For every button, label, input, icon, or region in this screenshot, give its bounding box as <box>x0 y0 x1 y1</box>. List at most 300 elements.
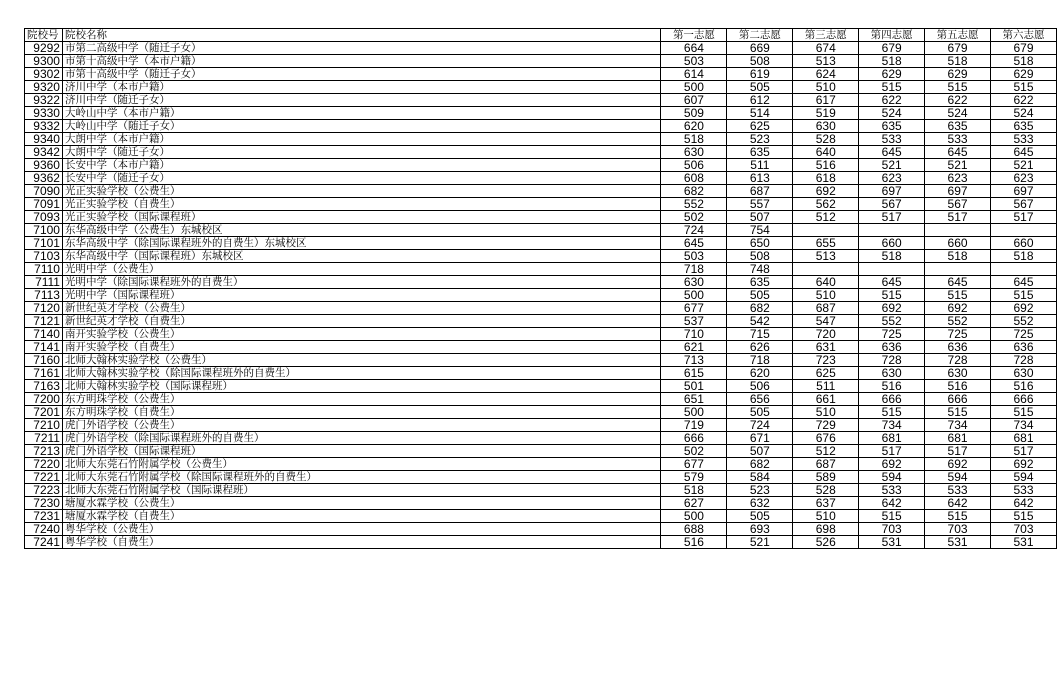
score-cell-choice-6: 567 <box>991 198 1057 211</box>
score-cell-choice-4: 515 <box>859 289 925 302</box>
score-cell-choice-6: 734 <box>991 419 1057 432</box>
score-cell-choice-4: 524 <box>859 107 925 120</box>
score-cell-choice-4: 515 <box>859 81 925 94</box>
score-cell-choice-6: 515 <box>991 510 1057 523</box>
school-name-cell: 大朗中学（本市户籍） <box>62 133 661 146</box>
score-cell-choice-6: 515 <box>991 81 1057 94</box>
school-name-cell: 南开实验学校（公费生） <box>62 328 661 341</box>
table-row <box>25 445 1057 458</box>
school-code-cell: 7210 <box>25 419 63 432</box>
score-cell-choice-3: 676 <box>793 432 859 445</box>
score-cell-choice-3: 637 <box>793 497 859 510</box>
score-cell-choice-1: 666 <box>661 432 727 445</box>
school-name-cell: 东华高级中学（国际课程班）东城校区 <box>62 250 661 263</box>
school-code-cell: 7201 <box>25 406 63 419</box>
score-cell-choice-5: 645 <box>925 276 991 289</box>
score-cell-choice-1: 627 <box>661 497 727 510</box>
score-cell-choice-2: 584 <box>727 471 793 484</box>
score-cell-choice-6: 636 <box>991 341 1057 354</box>
score-cell-choice-3: 692 <box>793 185 859 198</box>
score-cell-choice-4: 622 <box>859 94 925 107</box>
score-cell-choice-6: 681 <box>991 432 1057 445</box>
table-row <box>25 523 1057 536</box>
score-cell-choice-3: 513 <box>793 55 859 68</box>
table-row <box>25 406 1057 419</box>
score-cell-choice-4 <box>859 263 925 276</box>
table-row <box>25 419 1057 432</box>
score-cell-choice-4: 594 <box>859 471 925 484</box>
table-row <box>25 484 1057 497</box>
score-cell-choice-1: 503 <box>661 55 727 68</box>
score-cell-choice-5: 666 <box>925 393 991 406</box>
school-name-cell: 济川中学（随迁子女） <box>62 94 661 107</box>
score-cell-choice-2: 715 <box>727 328 793 341</box>
score-cell-choice-4: 567 <box>859 198 925 211</box>
school-code-cell: 7111 <box>25 276 63 289</box>
score-cell-choice-5: 552 <box>925 315 991 328</box>
school-code-cell: 7141 <box>25 341 63 354</box>
score-cell-choice-4: 533 <box>859 484 925 497</box>
score-cell-choice-2: 625 <box>727 120 793 133</box>
score-cell-choice-4: 521 <box>859 159 925 172</box>
score-cell-choice-3: 562 <box>793 198 859 211</box>
score-cell-choice-1: 503 <box>661 250 727 263</box>
school-code-cell: 7223 <box>25 484 63 497</box>
table-row <box>25 237 1057 250</box>
table-row <box>25 367 1057 380</box>
score-cell-choice-4: 635 <box>859 120 925 133</box>
school-code-cell: 7093 <box>25 211 63 224</box>
score-cell-choice-4: 660 <box>859 237 925 250</box>
table-row <box>25 276 1057 289</box>
score-cell-choice-2: 523 <box>727 484 793 497</box>
score-cell-choice-5 <box>925 224 991 237</box>
score-cell-choice-1: 682 <box>661 185 727 198</box>
school-code-cell: 7113 <box>25 289 63 302</box>
school-name-cell: 光正实验学校（自费生） <box>62 198 661 211</box>
school-name-cell: 光明中学（除国际课程班外的自费生） <box>62 276 661 289</box>
score-cell-choice-2: 620 <box>727 367 793 380</box>
score-cell-choice-5: 518 <box>925 55 991 68</box>
score-cell-choice-5: 692 <box>925 458 991 471</box>
school-name-cell: 市第十高级中学（随迁子女） <box>62 68 661 81</box>
score-cell-choice-2: 635 <box>727 146 793 159</box>
table-row <box>25 94 1057 107</box>
score-cell-choice-5: 518 <box>925 250 991 263</box>
score-cell-choice-5: 629 <box>925 68 991 81</box>
score-cell-choice-2: 632 <box>727 497 793 510</box>
school-code-cell: 7220 <box>25 458 63 471</box>
score-cell-choice-2: 613 <box>727 172 793 185</box>
score-cell-choice-1: 677 <box>661 458 727 471</box>
score-cell-choice-3: 723 <box>793 354 859 367</box>
score-cell-choice-1: 615 <box>661 367 727 380</box>
score-cell-choice-4: 681 <box>859 432 925 445</box>
score-cell-choice-1: 506 <box>661 159 727 172</box>
score-cell-choice-6: 594 <box>991 471 1057 484</box>
score-cell-choice-1: 710 <box>661 328 727 341</box>
score-cell-choice-5: 533 <box>925 484 991 497</box>
score-cell-choice-5: 521 <box>925 159 991 172</box>
score-cell-choice-5: 642 <box>925 497 991 510</box>
header-row <box>25 29 1057 42</box>
table-row <box>25 354 1057 367</box>
score-cell-choice-5 <box>925 263 991 276</box>
score-cell-choice-1: 500 <box>661 406 727 419</box>
score-cell-choice-4: 642 <box>859 497 925 510</box>
score-cell-choice-2: 506 <box>727 380 793 393</box>
school-name-cell: 市第十高级中学（本市户籍） <box>62 55 661 68</box>
score-cell-choice-1: 607 <box>661 94 727 107</box>
score-cell-choice-4: 703 <box>859 523 925 536</box>
score-cell-choice-5: 660 <box>925 237 991 250</box>
score-cell-choice-1: 630 <box>661 276 727 289</box>
score-cell-choice-2: 635 <box>727 276 793 289</box>
table-row <box>25 224 1057 237</box>
score-cell-choice-2: 650 <box>727 237 793 250</box>
school-name-cell: 济川中学（本市户籍） <box>62 81 661 94</box>
score-cell-choice-3: 625 <box>793 367 859 380</box>
score-cell-choice-4: 515 <box>859 406 925 419</box>
school-name-cell: 北师大东莞石竹附属学校（国际课程班） <box>62 484 661 497</box>
school-code-cell: 9340 <box>25 133 63 146</box>
score-cell-choice-3: 519 <box>793 107 859 120</box>
score-cell-choice-5: 531 <box>925 536 991 549</box>
score-cell-choice-3: 687 <box>793 458 859 471</box>
header-school-code: 院校号 <box>25 29 63 42</box>
score-cell-choice-5: 697 <box>925 185 991 198</box>
score-cell-choice-2: 724 <box>727 419 793 432</box>
score-cell-choice-5: 636 <box>925 341 991 354</box>
score-cell-choice-5: 524 <box>925 107 991 120</box>
score-cell-choice-5: 567 <box>925 198 991 211</box>
school-code-cell: 7160 <box>25 354 63 367</box>
score-cell-choice-6: 635 <box>991 120 1057 133</box>
score-cell-choice-1: 500 <box>661 510 727 523</box>
score-cell-choice-2: 669 <box>727 42 793 55</box>
score-cell-choice-5: 635 <box>925 120 991 133</box>
score-cell-choice-5: 515 <box>925 406 991 419</box>
score-cell-choice-6: 518 <box>991 55 1057 68</box>
school-name-cell: 光明中学（公费生） <box>62 263 661 276</box>
score-cell-choice-6: 531 <box>991 536 1057 549</box>
score-cell-choice-4: 629 <box>859 68 925 81</box>
score-cell-choice-6: 517 <box>991 211 1057 224</box>
table-row <box>25 107 1057 120</box>
score-cell-choice-2: 754 <box>727 224 793 237</box>
score-cell-choice-1: 608 <box>661 172 727 185</box>
table-row <box>25 289 1057 302</box>
school-name-cell: 北师大翰林实验学校（国际课程班） <box>62 380 661 393</box>
header-choice-3: 第三志愿 <box>793 29 859 42</box>
score-cell-choice-4: 728 <box>859 354 925 367</box>
table-row <box>25 185 1057 198</box>
table-row <box>25 458 1057 471</box>
score-cell-choice-1: 509 <box>661 107 727 120</box>
score-cell-choice-2: 612 <box>727 94 793 107</box>
score-cell-choice-5: 515 <box>925 510 991 523</box>
score-cell-choice-3: 624 <box>793 68 859 81</box>
table-row <box>25 55 1057 68</box>
score-cell-choice-3: 617 <box>793 94 859 107</box>
score-cell-choice-6: 623 <box>991 172 1057 185</box>
school-name-cell: 东方明珠学校（公费生） <box>62 393 661 406</box>
score-cell-choice-6: 679 <box>991 42 1057 55</box>
score-cell-choice-6 <box>991 224 1057 237</box>
school-code-cell: 7090 <box>25 185 63 198</box>
school-code-cell: 9300 <box>25 55 63 68</box>
score-cell-choice-1: 502 <box>661 445 727 458</box>
school-code-cell: 7231 <box>25 510 63 523</box>
table-row <box>25 172 1057 185</box>
score-cell-choice-6 <box>991 263 1057 276</box>
score-cell-choice-2: 748 <box>727 263 793 276</box>
score-cell-choice-3: 720 <box>793 328 859 341</box>
score-cell-choice-3: 631 <box>793 341 859 354</box>
school-code-cell: 9320 <box>25 81 63 94</box>
score-cell-choice-4: 517 <box>859 445 925 458</box>
school-name-cell: 新世纪英才学校（公费生） <box>62 302 661 315</box>
score-cell-choice-6: 552 <box>991 315 1057 328</box>
score-cell-choice-2: 693 <box>727 523 793 536</box>
table-row <box>25 510 1057 523</box>
school-name-cell: 塘厦水霖学校（公费生） <box>62 497 661 510</box>
school-name-cell: 光明中学（国际课程班） <box>62 289 661 302</box>
header-choice-1: 第一志愿 <box>661 29 727 42</box>
score-cell-choice-6: 660 <box>991 237 1057 250</box>
score-cell-choice-2: 505 <box>727 510 793 523</box>
score-cell-choice-6: 645 <box>991 146 1057 159</box>
score-cell-choice-2: 508 <box>727 250 793 263</box>
score-cell-choice-5: 533 <box>925 133 991 146</box>
score-cell-choice-3: 589 <box>793 471 859 484</box>
score-cell-choice-1: 651 <box>661 393 727 406</box>
score-cell-choice-5: 623 <box>925 172 991 185</box>
score-cell-choice-6: 629 <box>991 68 1057 81</box>
score-cell-choice-1: 724 <box>661 224 727 237</box>
score-cell-choice-1: 621 <box>661 341 727 354</box>
school-code-cell: 9360 <box>25 159 63 172</box>
score-cell-choice-1: 718 <box>661 263 727 276</box>
school-code-cell: 9342 <box>25 146 63 159</box>
score-cell-choice-1: 516 <box>661 536 727 549</box>
table-row <box>25 497 1057 510</box>
score-cell-choice-2: 507 <box>727 211 793 224</box>
table-row <box>25 380 1057 393</box>
school-code-cell: 7161 <box>25 367 63 380</box>
score-cell-choice-3: 655 <box>793 237 859 250</box>
score-cell-choice-2: 687 <box>727 185 793 198</box>
score-cell-choice-1: 501 <box>661 380 727 393</box>
table-row <box>25 432 1057 445</box>
score-cell-choice-5: 594 <box>925 471 991 484</box>
table-row <box>25 536 1057 549</box>
school-name-cell: 长安中学（随迁子女） <box>62 172 661 185</box>
score-cell-choice-3 <box>793 263 859 276</box>
header-choice-6: 第六志愿 <box>991 29 1057 42</box>
score-cell-choice-1: 677 <box>661 302 727 315</box>
score-cell-choice-4: 725 <box>859 328 925 341</box>
score-cell-choice-6: 533 <box>991 484 1057 497</box>
score-cell-choice-4: 645 <box>859 276 925 289</box>
score-cell-choice-6: 630 <box>991 367 1057 380</box>
header-choice-4: 第四志愿 <box>859 29 925 42</box>
score-cell-choice-4: 531 <box>859 536 925 549</box>
score-cell-choice-6: 524 <box>991 107 1057 120</box>
score-cell-choice-1: 620 <box>661 120 727 133</box>
score-cell-choice-2: 505 <box>727 81 793 94</box>
score-cell-choice-4: 692 <box>859 458 925 471</box>
score-cell-choice-6: 703 <box>991 523 1057 536</box>
school-code-cell: 9332 <box>25 120 63 133</box>
score-cell-choice-6: 518 <box>991 250 1057 263</box>
score-cell-choice-5: 725 <box>925 328 991 341</box>
table-row <box>25 42 1057 55</box>
table-row <box>25 302 1057 315</box>
score-cell-choice-1: 500 <box>661 81 727 94</box>
score-cell-choice-6: 517 <box>991 445 1057 458</box>
score-cell-choice-3: 618 <box>793 172 859 185</box>
score-cell-choice-2: 521 <box>727 536 793 549</box>
score-cell-choice-3: 510 <box>793 81 859 94</box>
score-cell-choice-4: 666 <box>859 393 925 406</box>
score-cell-choice-3: 528 <box>793 133 859 146</box>
table-row <box>25 159 1057 172</box>
score-cell-choice-3: 516 <box>793 159 859 172</box>
score-cell-choice-1: 552 <box>661 198 727 211</box>
table-row <box>25 250 1057 263</box>
score-cell-choice-5: 630 <box>925 367 991 380</box>
score-cell-choice-1: 579 <box>661 471 727 484</box>
school-name-cell: 虎门外语学校（国际课程班） <box>62 445 661 458</box>
score-cell-choice-2: 523 <box>727 133 793 146</box>
score-cell-choice-3: 661 <box>793 393 859 406</box>
school-name-cell: 光正实验学校（公费生） <box>62 185 661 198</box>
score-cell-choice-6: 533 <box>991 133 1057 146</box>
score-cell-choice-2: 718 <box>727 354 793 367</box>
score-cell-choice-6: 728 <box>991 354 1057 367</box>
score-cell-choice-3: 510 <box>793 289 859 302</box>
school-code-cell: 7240 <box>25 523 63 536</box>
score-cell-choice-5: 728 <box>925 354 991 367</box>
score-cell-choice-1: 664 <box>661 42 727 55</box>
score-cell-choice-5: 515 <box>925 289 991 302</box>
school-name-cell: 新世纪英才学校（自费生） <box>62 315 661 328</box>
school-code-cell: 7103 <box>25 250 63 263</box>
score-cell-choice-4: 518 <box>859 250 925 263</box>
table-row <box>25 315 1057 328</box>
school-name-cell: 北师大东莞石竹附属学校（除国际课程班外的自费生） <box>62 471 661 484</box>
score-cell-choice-3: 674 <box>793 42 859 55</box>
school-code-cell: 7200 <box>25 393 63 406</box>
score-cell-choice-6: 697 <box>991 185 1057 198</box>
score-cell-choice-2: 557 <box>727 198 793 211</box>
score-cell-choice-1: 614 <box>661 68 727 81</box>
score-cell-choice-2: 507 <box>727 445 793 458</box>
school-code-cell: 7121 <box>25 315 63 328</box>
school-code-cell: 7241 <box>25 536 63 549</box>
score-cell-choice-6: 645 <box>991 276 1057 289</box>
school-name-cell: 东华高级中学（公费生）东城校区 <box>62 224 661 237</box>
table-row <box>25 341 1057 354</box>
score-cell-choice-3: 528 <box>793 484 859 497</box>
school-code-cell: 7213 <box>25 445 63 458</box>
school-name-cell: 虎门外语学校（除国际课程班外的自费生） <box>62 432 661 445</box>
school-name-cell: 虎门外语学校（公费生） <box>62 419 661 432</box>
school-name-cell: 南开实验学校（自费生） <box>62 341 661 354</box>
score-cell-choice-3: 640 <box>793 146 859 159</box>
school-name-cell: 长安中学（本市户籍） <box>62 159 661 172</box>
score-cell-choice-2: 505 <box>727 289 793 302</box>
header-choice-5: 第五志愿 <box>925 29 991 42</box>
school-code-cell: 7120 <box>25 302 63 315</box>
score-cell-choice-3: 510 <box>793 406 859 419</box>
table-row <box>25 211 1057 224</box>
score-cell-choice-2: 511 <box>727 159 793 172</box>
score-cell-choice-4: 645 <box>859 146 925 159</box>
score-cell-choice-4: 517 <box>859 211 925 224</box>
school-code-cell: 7110 <box>25 263 63 276</box>
table-row <box>25 393 1057 406</box>
score-cell-choice-4: 533 <box>859 133 925 146</box>
score-cell-choice-4: 518 <box>859 55 925 68</box>
score-cell-choice-5: 692 <box>925 302 991 315</box>
score-cell-choice-6: 622 <box>991 94 1057 107</box>
table-row <box>25 133 1057 146</box>
score-cell-choice-1: 518 <box>661 484 727 497</box>
score-cell-choice-3: 630 <box>793 120 859 133</box>
score-cell-choice-4: 552 <box>859 315 925 328</box>
score-cell-choice-2: 619 <box>727 68 793 81</box>
school-code-cell: 9330 <box>25 107 63 120</box>
score-cell-choice-2: 505 <box>727 406 793 419</box>
score-cell-choice-1: 719 <box>661 419 727 432</box>
score-cell-choice-3: 687 <box>793 302 859 315</box>
score-cell-choice-4: 623 <box>859 172 925 185</box>
score-cell-choice-4: 636 <box>859 341 925 354</box>
score-cell-choice-1: 502 <box>661 211 727 224</box>
score-cell-choice-4: 697 <box>859 185 925 198</box>
table-row <box>25 81 1057 94</box>
score-cell-choice-3: 510 <box>793 510 859 523</box>
score-cell-choice-4: 679 <box>859 42 925 55</box>
score-cell-choice-2: 514 <box>727 107 793 120</box>
score-cell-choice-6: 692 <box>991 302 1057 315</box>
school-name-cell: 大岭山中学（随迁子女） <box>62 120 661 133</box>
score-cell-choice-6: 516 <box>991 380 1057 393</box>
score-cell-choice-5: 681 <box>925 432 991 445</box>
admission-score-table <box>24 28 1057 549</box>
table-row <box>25 263 1057 276</box>
table-row <box>25 471 1057 484</box>
score-cell-choice-3: 512 <box>793 211 859 224</box>
score-cell-choice-3: 512 <box>793 445 859 458</box>
score-cell-choice-6: 642 <box>991 497 1057 510</box>
score-cell-choice-6: 692 <box>991 458 1057 471</box>
school-code-cell: 9322 <box>25 94 63 107</box>
score-cell-choice-5: 679 <box>925 42 991 55</box>
score-cell-choice-5: 516 <box>925 380 991 393</box>
score-cell-choice-6: 515 <box>991 406 1057 419</box>
table-row <box>25 120 1057 133</box>
score-cell-choice-6: 521 <box>991 159 1057 172</box>
school-code-cell: 9362 <box>25 172 63 185</box>
school-code-cell: 7230 <box>25 497 63 510</box>
school-code-cell: 7211 <box>25 432 63 445</box>
score-cell-choice-4: 516 <box>859 380 925 393</box>
school-code-cell: 7100 <box>25 224 63 237</box>
score-cell-choice-3: 526 <box>793 536 859 549</box>
